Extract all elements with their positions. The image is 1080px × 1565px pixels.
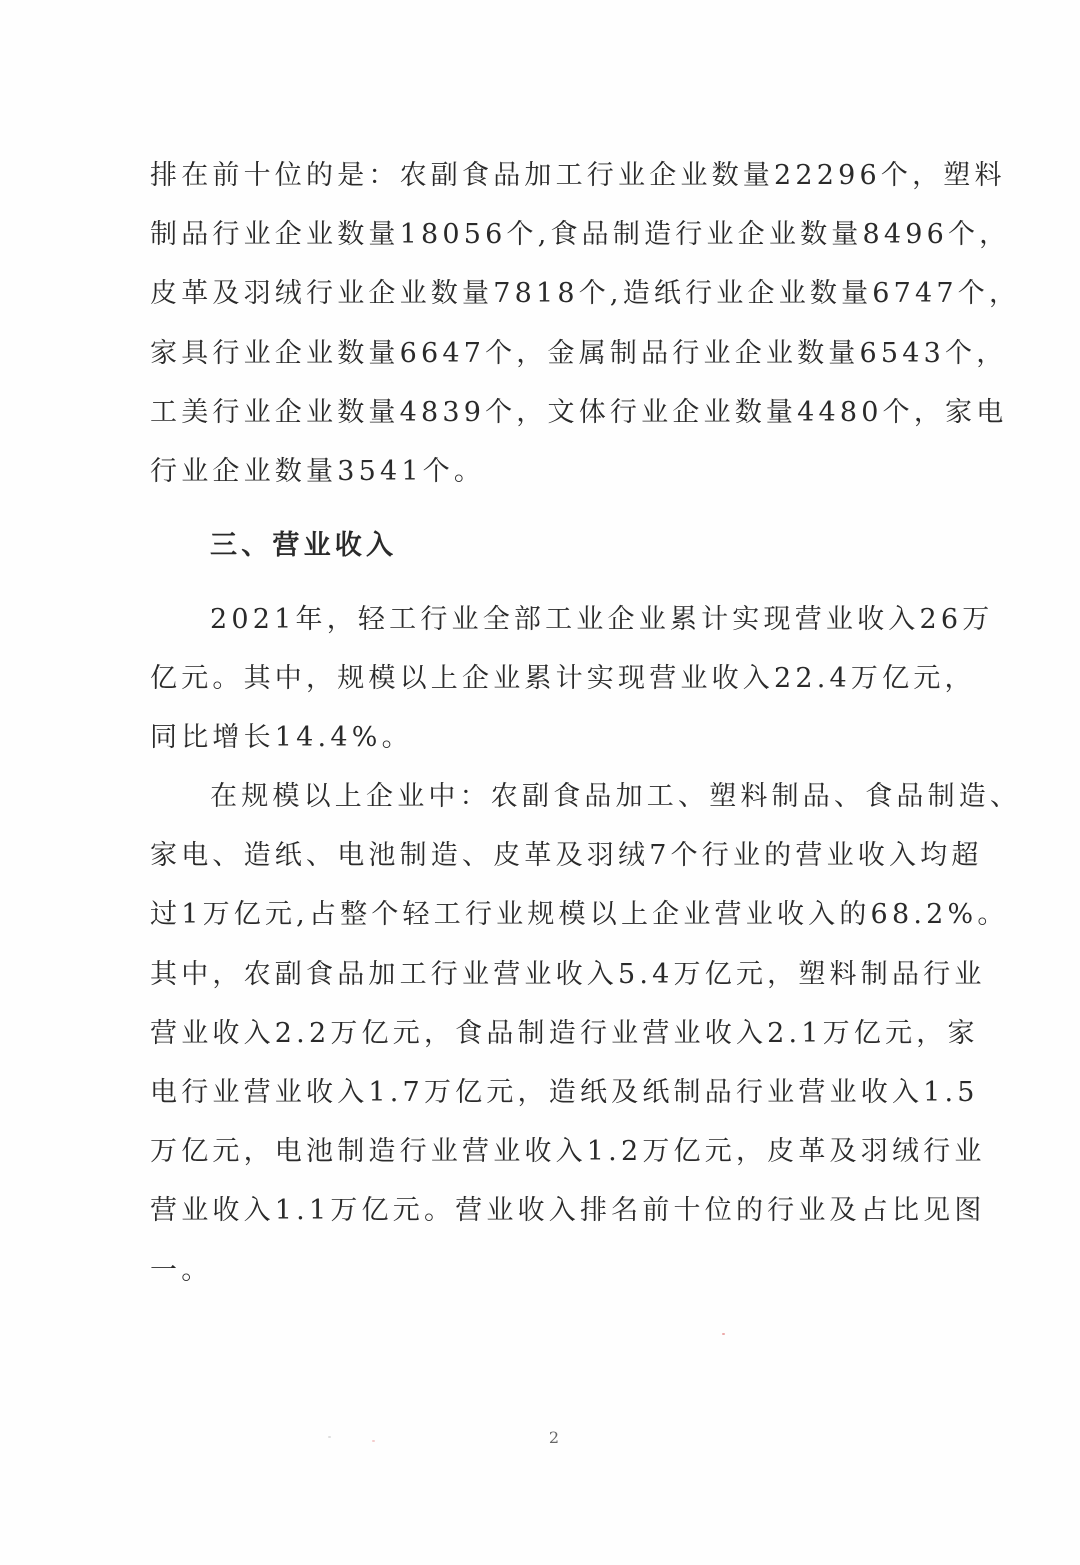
paragraph-revenue-total [150,590,994,768]
text-line: 工美行业企业数量4839个，文体行业企业数量4480个，家电 [150,396,1008,428]
scan-speck [328,1436,331,1438]
text-line: 其中，农副食品加工行业营业收入5.4万亿元，塑料制品行业 [150,958,986,990]
page-number: 2 [548,1428,560,1447]
text-line: 万亿元，电池制造行业营业收入1.2万亿元，皮革及羽绒行业 [150,1136,986,1168]
text-line: 一。 [150,1254,213,1286]
scan-speck [722,1333,725,1335]
text-line: 制品行业企业数量18056个,食品制造行业企业数量8496个， [150,219,1011,251]
scan-speck [372,1440,375,1442]
text-line: 2021年，轻工行业全部工业企业累计实现营业收入26万 [210,604,994,635]
text-line: 在规模以上企业中：农副食品加工、塑料制品、食品制造、 [210,781,1022,812]
text-line: 过1万亿元,占整个轻工行业规模以上企业营业收入的68.2%。 [150,899,1009,931]
text-line: 亿元。其中，规模以上企业累计实现营业收入22.4万亿元， [150,663,976,695]
text-line: 家电、造纸、电池制造、皮革及羽绒7个行业的营业收入均超 [150,840,983,872]
paragraph-industry-counts [150,146,1021,501]
text-line: 皮革及羽绒行业企业数量7818个,造纸行业企业数量6747个， [150,278,1021,310]
text-line: 营业收入1.1万亿元。营业收入排名前十位的行业及占比见图 [150,1195,986,1227]
section-heading: 三、营业收入 [210,530,398,561]
paragraph-revenue-breakdown [150,767,1022,1300]
text-line: 家具行业企业数量6647个，金属制品行业企业数量6543个， [150,337,1008,369]
text-line: 电行业营业收入1.7万亿元，造纸及纸制品行业营业收入1.5 [150,1076,979,1108]
text-line: 排在前十位的是：农副食品加工行业企业数量22296个，塑料 [150,160,1006,191]
text-line: 行业企业数量3541个。 [150,455,486,487]
text-line: 营业收入2.2万亿元，食品制造行业营业收入2.1万亿元，家 [150,1017,979,1049]
text-line: 同比增长14.4%。 [150,722,413,754]
